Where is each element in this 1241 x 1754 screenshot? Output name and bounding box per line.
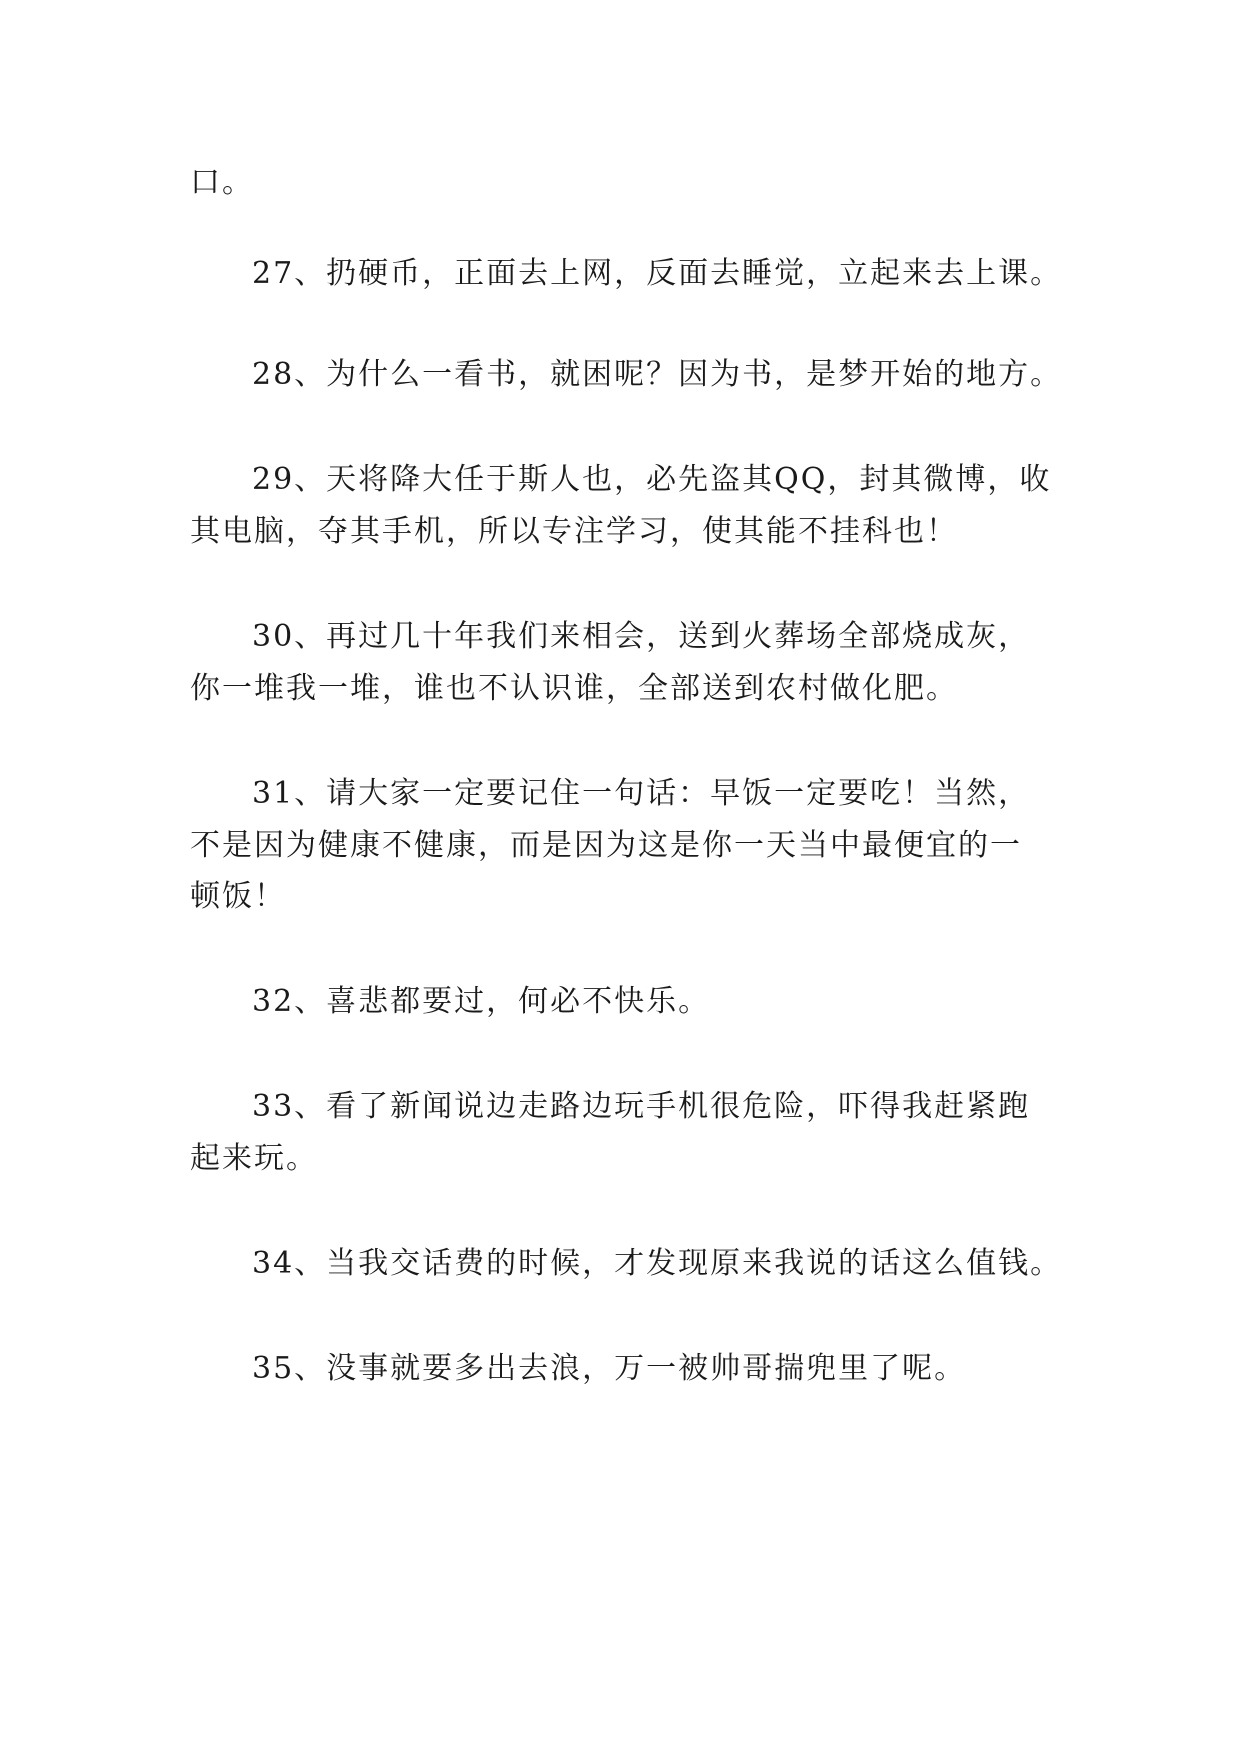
text-line: 27、扔硬币，正面去上网，反面去睡觉，立起来去上课。	[252, 256, 1063, 291]
text-line: 口。	[190, 165, 254, 200]
text-line: 其电脑，夺其手机，所以专注学习，使其能不挂科也！	[190, 514, 958, 549]
text-line: 起来玩。	[190, 1141, 318, 1176]
text-line: 28、为什么一看书，就困呢？因为书，是梦开始的地方。	[252, 357, 1063, 392]
text-line: 29、天将降大任于斯人也，必先盗其QQ，封其微博，收	[252, 462, 1052, 497]
text-line: 34、当我交话费的时候，才发现原来我说的话这么值钱。	[252, 1246, 1063, 1281]
text-line: 32、喜悲都要过，何必不快乐。	[252, 984, 711, 1019]
text-line: 30、再过几十年我们来相会，送到火葬场全部烧成灰，	[252, 619, 1031, 654]
text-line: 你一堆我一堆，谁也不认识谁，全部送到农村做化肥。	[190, 671, 958, 706]
text-line: 33、看了新闻说边走路边玩手机很危险，吓得我赶紧跑	[252, 1089, 1031, 1124]
text-line: 顿饭！	[190, 879, 286, 914]
text-line: 31、请大家一定要记住一句话：早饭一定要吃！当然，	[252, 776, 1031, 811]
text-line: 不是因为健康不健康，而是因为这是你一天当中最便宜的一	[190, 828, 1022, 863]
text-line: 35、没事就要多出去浪，万一被帅哥揣兜里了呢。	[252, 1351, 967, 1386]
